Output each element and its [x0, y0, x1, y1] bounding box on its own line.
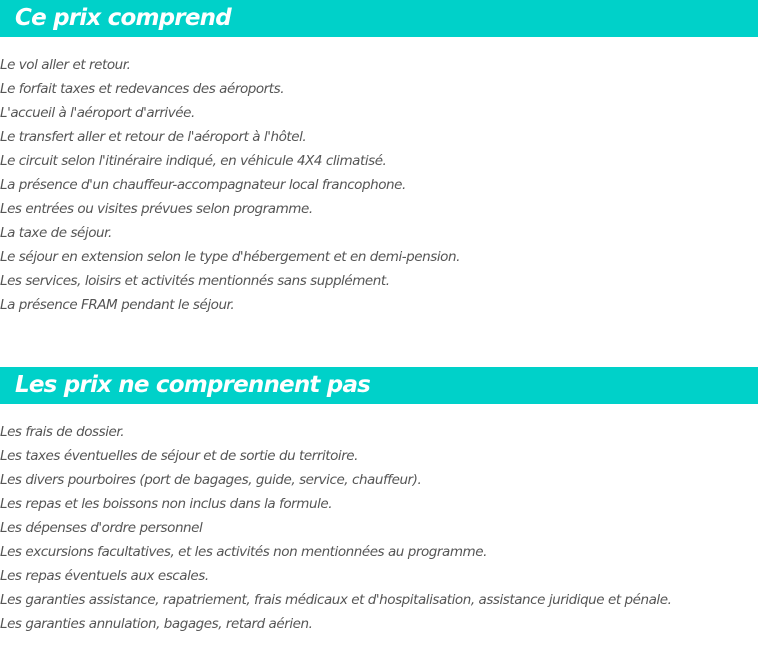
excluded-item: Les repas éventuels aux escales. — [0, 568, 209, 584]
excluded-item: Les garanties assistance, rapatriement, frais médicaux et d'hospitalisation, assistance juridique et pénale. — [0, 592, 672, 608]
excluded-section-header — [0, 367, 758, 404]
included-item: L'accueil à l'aéroport d'arrivée. — [0, 105, 195, 121]
included-section-title: Ce prix comprend — [15, 5, 231, 31]
included-items-list — [0, 53, 460, 317]
excluded-item: Les dépenses d'ordre personnel — [0, 520, 203, 536]
included-section-header — [0, 0, 758, 37]
excluded-section-title: Les prix ne comprennent pas — [15, 372, 371, 398]
included-item: Le transfert aller et retour de l'aéroport à l'hôtel. — [0, 129, 307, 145]
included-item: Le forfait taxes et redevances des aéroports. — [0, 81, 285, 97]
excluded-item: Les excursions facultatives, et les activités non mentionnées au programme. — [0, 544, 487, 560]
included-item: La présence d'un chauffeur-accompagnateur local francophone. — [0, 177, 406, 193]
included-item: Le circuit selon l'itinéraire indiqué, en véhicule 4X4 climatisé. — [0, 153, 387, 169]
excluded-item: Les repas et les boissons non inclus dans la formule. — [0, 496, 333, 512]
included-item: Le séjour en extension selon le type d'hébergement et en demi-pension. — [0, 249, 460, 265]
excluded-item: Les taxes éventuelles de séjour et de sortie du territoire. — [0, 448, 359, 464]
included-item: Les services, loisirs et activités mentionnés sans supplément. — [0, 273, 390, 289]
excluded-item: Les frais de dossier. — [0, 424, 125, 440]
included-item: Les entrées ou visites prévues selon programme. — [0, 201, 313, 217]
included-item: La taxe de séjour. — [0, 225, 112, 241]
included-item: La présence FRAM pendant le séjour. — [0, 297, 235, 313]
excluded-item: Les divers pourboires (port de bagages, guide, service, chauffeur). — [0, 472, 422, 488]
included-item: Le vol aller et retour. — [0, 57, 131, 73]
excluded-items-list — [0, 420, 671, 636]
excluded-item: Les garanties annulation, bagages, retard aérien. — [0, 616, 313, 632]
